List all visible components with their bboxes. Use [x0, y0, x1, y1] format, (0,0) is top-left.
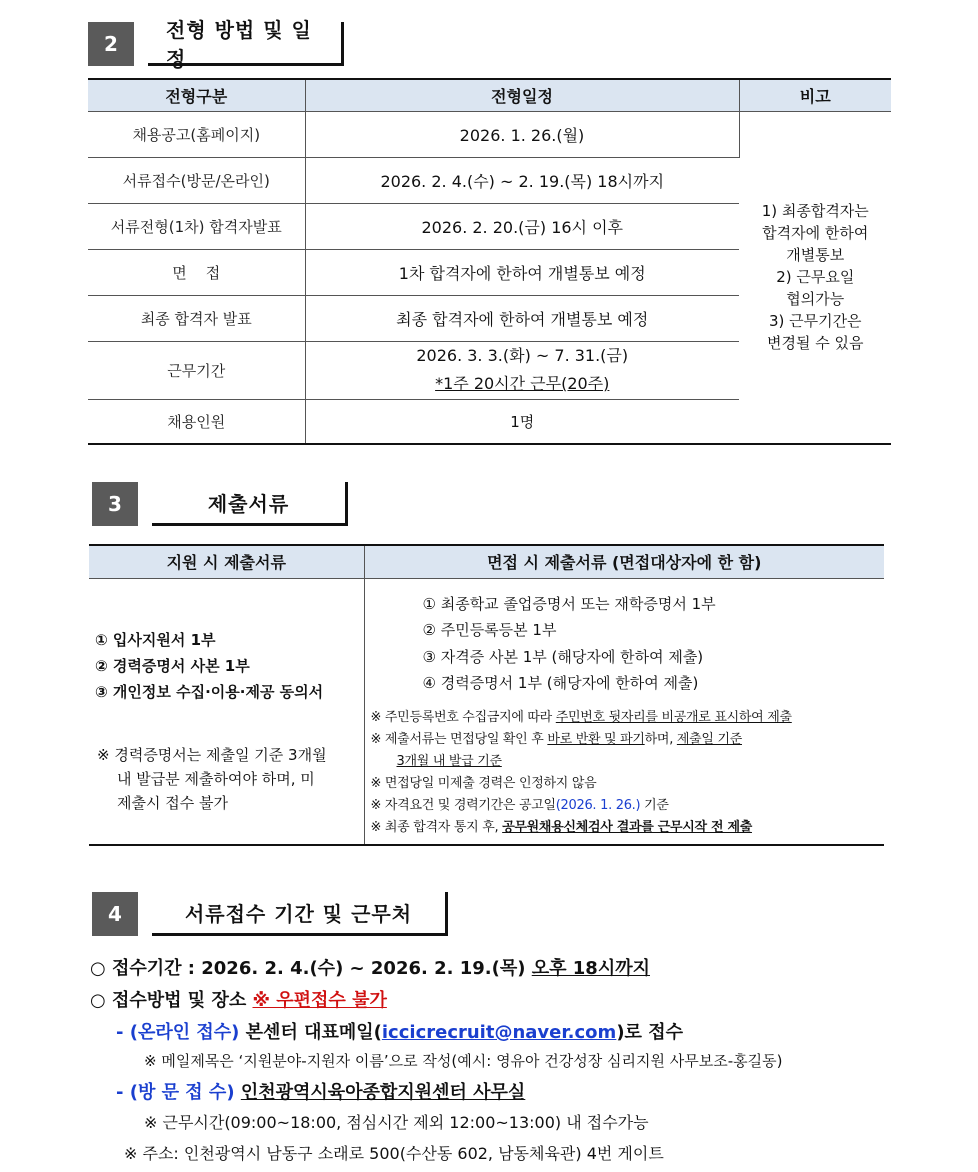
remark-line: 변경될 수 있음: [767, 334, 864, 353]
note-line: ※ 면접당일 미제출 경력은 인정하지 않음: [370, 775, 597, 791]
col-header: 전형구분: [88, 79, 305, 111]
section-number: 4: [92, 892, 138, 936]
receipt-method: ○ 접수방법 및 장소 ※ 우편접수 불가: [90, 990, 387, 1011]
section-title: 제출서류: [152, 482, 348, 526]
remark-line: 개별통보: [786, 246, 845, 265]
apply-note-line: 내 발급분 제출하여야 하며, 미: [117, 769, 315, 788]
remark-line: 3) 근무기간은: [768, 312, 862, 331]
interview-doc-item: ③ 자격증 사본 1부 (해당자에 한하여 제출): [422, 647, 704, 666]
section-title: 전형 방법 및 일정: [148, 22, 344, 66]
row-category: 면 접: [88, 249, 305, 295]
apply-doc-item: ③ 개인정보 수집·이용·제공 동의서: [95, 682, 324, 701]
schedule-table: [88, 78, 891, 445]
row-schedule: 최종 합격자에 한하여 개별통보 예정: [305, 295, 739, 341]
interview-doc-item: ④ 경력증명서 1부 (해당자에 한하여 제출): [422, 674, 699, 692]
remark-line: 협의가능: [786, 290, 845, 309]
section-number: 2: [88, 22, 134, 66]
row-schedule: 2026. 2. 4.(수) ~ 2. 19.(목) 18시까지: [305, 157, 739, 203]
remarks-cell: [739, 111, 891, 444]
section3-header: [92, 482, 348, 526]
online-note: ※ 메일제목은 ‘지원분야-지원자 이름’으로 작성(예시: 영유아 건강성장 심리지원 사무보조-홍길동): [144, 1052, 783, 1070]
note-line: ※ 주민등록번호 수집금지에 따라 주민번호 뒷자리를 비공개로 표시하여 제출: [370, 709, 792, 725]
row-schedule: 2026. 1. 26.(월): [305, 111, 739, 157]
section-title: 서류접수 기간 및 근무처: [152, 892, 448, 936]
row-schedule: 1차 합격자에 한하여 개별통보 예정: [305, 249, 739, 295]
visit-note: ※ 근무시간(09:00~18:00, 점심시간 제외 12:00~13:00) 내 접수가능: [144, 1113, 649, 1132]
section2-header: [88, 17, 344, 71]
documents-table: [89, 544, 884, 846]
note-line: ※ 최종 합격자 통지 후, 공무원채용신체검사 결과를 근무시작 전 제출: [370, 819, 752, 835]
interview-doc-item: ① 최종학교 졸업증명서 또는 재학증명서 1부: [422, 594, 716, 613]
apply-note: [89, 743, 364, 815]
row-schedule: 1명: [305, 399, 739, 444]
section-number: 3: [92, 482, 138, 526]
row-schedule: 2026. 2. 20.(금) 16시 이후: [305, 203, 739, 249]
row-schedule-cell: [305, 341, 739, 399]
interview-notes: [365, 707, 885, 839]
apply-note-line: 제출시 접수 불가: [117, 793, 228, 812]
note-line: 3개월 내 발급 기준: [396, 753, 502, 769]
section4-header: [92, 892, 448, 936]
note-line: ※ 자격요건 및 경력기간은 공고일(2026. 1. 26.) 기준: [370, 797, 669, 813]
email-link[interactable]: iccicrecruit@naver.com: [381, 1022, 617, 1043]
row-category: 서류전형(1차) 합격자발표: [88, 203, 305, 249]
remark-line: 합격자에 한하여: [762, 224, 869, 243]
row-category: 근무기간: [88, 341, 305, 399]
remark-line: 2) 근무요일: [776, 268, 855, 287]
apply-doc-item: ② 경력증명서 사본 1부: [95, 656, 250, 675]
col-header: 전형일정: [305, 79, 739, 111]
row-category: 채용인원: [88, 399, 305, 444]
note-line: ※ 제출서류는 면접당일 확인 후 바로 반환 및 파기하며, 제출일 기준: [370, 731, 742, 747]
row-category: 최종 합격자 발표: [88, 295, 305, 341]
apply-docs-cell: [89, 578, 364, 845]
apply-note-line: ※ 경력증명서는 제출일 기준 3개월: [97, 745, 327, 764]
remark-line: 1) 최종합격자는: [761, 202, 869, 221]
row-category: 채용공고(홈페이지): [88, 111, 305, 157]
col-header: 비고: [739, 79, 891, 111]
receipt-period: ○ 접수기간 : 2026. 2. 4.(수) ~ 2026. 2. 19.(목) 오후 18시까지: [90, 958, 650, 979]
apply-doc-item: ① 입사지원서 1부: [95, 630, 216, 649]
visit-receipt: - (방 문 접 수) 인천광역시육아종합지원센터 사무실: [116, 1082, 526, 1103]
online-receipt: - (온라인 접수) 본센터 대표메일(iccicrecruit@naver.com)로 접수: [116, 1022, 683, 1043]
interview-doc-item: ② 주민등록등본 1부: [422, 621, 557, 639]
address: ※ 주소: 인천광역시 남동구 소래로 500(수산동 602, 남동체육관) 4번 게이트: [124, 1144, 664, 1163]
row-schedule-sub: *1주 20시간 근무(20주): [435, 374, 610, 393]
row-category: 서류접수(방문/온라인): [88, 157, 305, 203]
interview-docs-cell: [364, 578, 884, 845]
col-header: 면접 시 제출서류 (면접대상자에 한 함): [364, 545, 884, 578]
row-schedule: 2026. 3. 3.(화) ~ 7. 31.(금): [416, 346, 629, 365]
col-header: 지원 시 제출서류: [89, 545, 364, 578]
